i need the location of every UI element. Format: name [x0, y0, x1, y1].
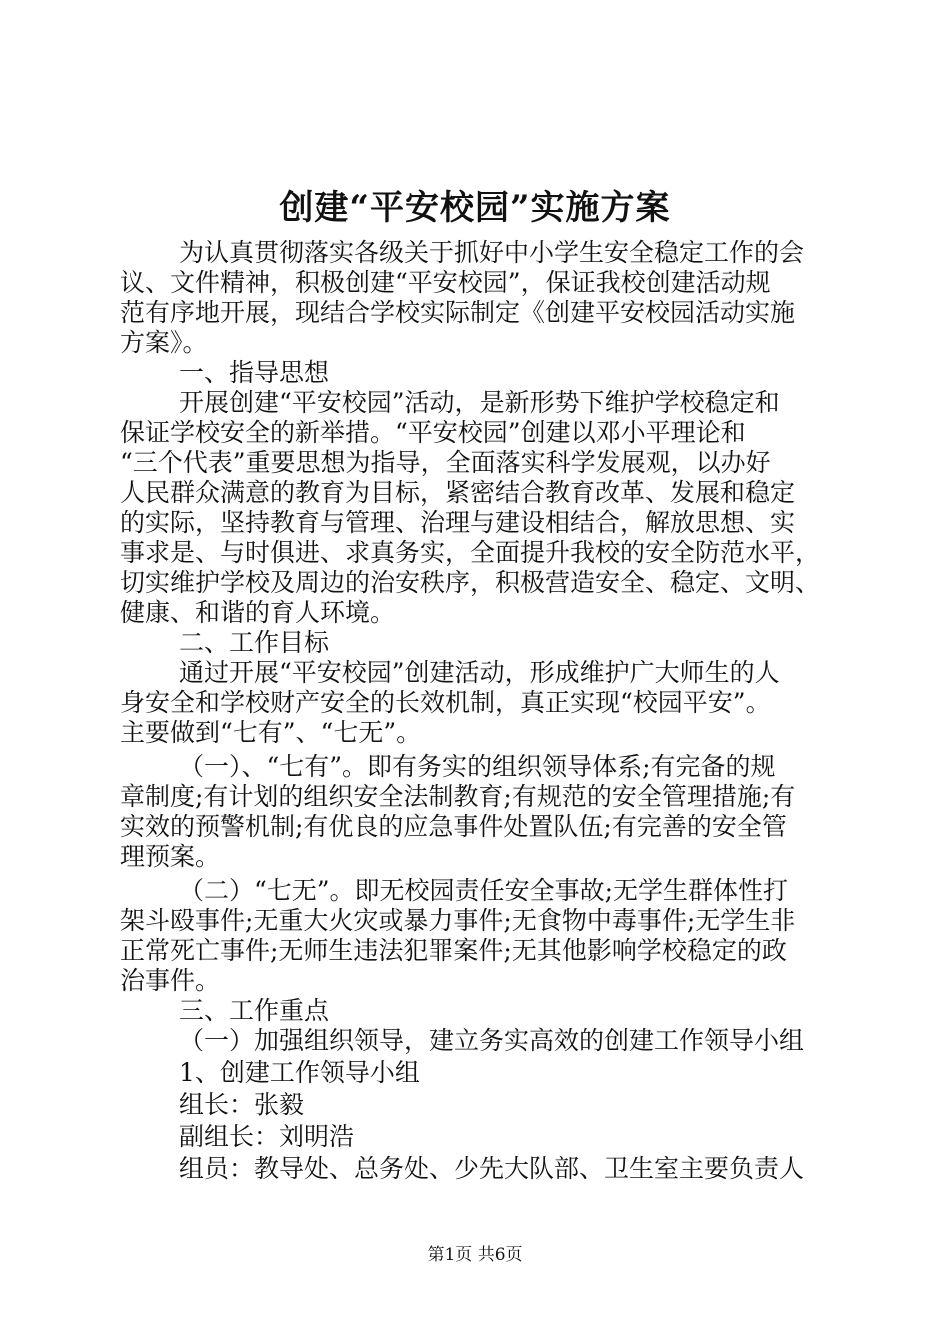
paragraph-line: 主要做到“七有”、“七无”。	[120, 718, 422, 747]
paragraph-line: 理预案。	[120, 842, 221, 871]
section-heading: 一、指导思想	[179, 358, 330, 387]
paragraph-line: 的实际，坚持教育与管理、治理与建设相结合，解放思想、实	[120, 508, 796, 537]
paragraph-line: （二）“七无”。即无校园责任安全事故;无学生群体性打	[179, 876, 788, 905]
paragraph-line: （一）、“七有”。即有务实的组织领导体系;有完备的规	[179, 752, 776, 781]
paragraph-line: 切实维护学校及周边的治安秩序，积极营造安全、稳定、文明、	[120, 568, 821, 597]
paragraph-line: 章制度;有计划的组织安全法制教育;有规范的安全管理措施;有	[120, 782, 796, 811]
paragraph-line: 组员：教导处、总务处、少先大队部、卫生室主要负责人	[179, 1154, 805, 1183]
paragraph-line: 范有序地开展，现结合学校实际制定《创建平安校园活动实施	[120, 298, 796, 327]
paragraph-line: 治事件。	[120, 966, 221, 995]
paragraph-line: 1、创建工作领导小组	[179, 1058, 420, 1087]
paragraph-line: “三个代表”重要思想为指导，全面落实科学发展观，以办好	[120, 448, 771, 477]
paragraph-line: 实效的预警机制;有优良的应急事件处置队伍;有完善的安全管	[120, 812, 787, 841]
paragraph-line: 方案》。	[120, 328, 208, 357]
section-heading: 二、工作目标	[179, 628, 330, 657]
paragraph-line: 组长：张毅	[179, 1090, 305, 1119]
paragraph-line: 身安全和学校财产安全的长效机制，真正实现“校园平安”。	[120, 688, 771, 717]
paragraph-line: 人民群众满意的教育为目标，紧密结合教育改革、发展和稳定	[120, 478, 796, 507]
paragraph-line: 为认真贯彻落实各级关于抓好中小学生安全稳定工作的会	[179, 238, 805, 267]
paragraph-line: 事求是、与时俱进、求真务实，全面提升我校的安全防范水平，	[120, 538, 821, 567]
paragraph-line: 正常死亡事件;无师生违法犯罪案件;无其他影响学校稳定的政	[120, 936, 787, 965]
subsection-heading: （一）加强组织领导，建立务实高效的创建工作领导小组	[179, 1026, 805, 1055]
page-footer: 第1页 共6页	[427, 1245, 523, 1265]
paragraph-line: 保证学校安全的新举措。“平安校园”创建以邓小平理论和	[120, 418, 746, 447]
paragraph-line: 议、文件精神，积极创建“平安校园”，保证我校创建活动规	[120, 268, 771, 297]
paragraph-line: 架斗殴事件;无重大火灾或暴力事件;无食物中毒事件;无学生非	[120, 906, 796, 935]
section-heading: 三、工作重点	[179, 996, 330, 1025]
paragraph-line: 副组长：刘明浩	[179, 1122, 355, 1151]
paragraph-line: 开展创建“平安校园”活动，是新形势下维护学校稳定和	[179, 388, 780, 417]
document-title: 创建“平安校园”实施方案	[279, 188, 671, 228]
paragraph-line: 健康、和谐的育人环境。	[120, 598, 396, 627]
paragraph-line: 通过开展“平安校园”创建活动，形成维护广大师生的人	[179, 658, 780, 687]
